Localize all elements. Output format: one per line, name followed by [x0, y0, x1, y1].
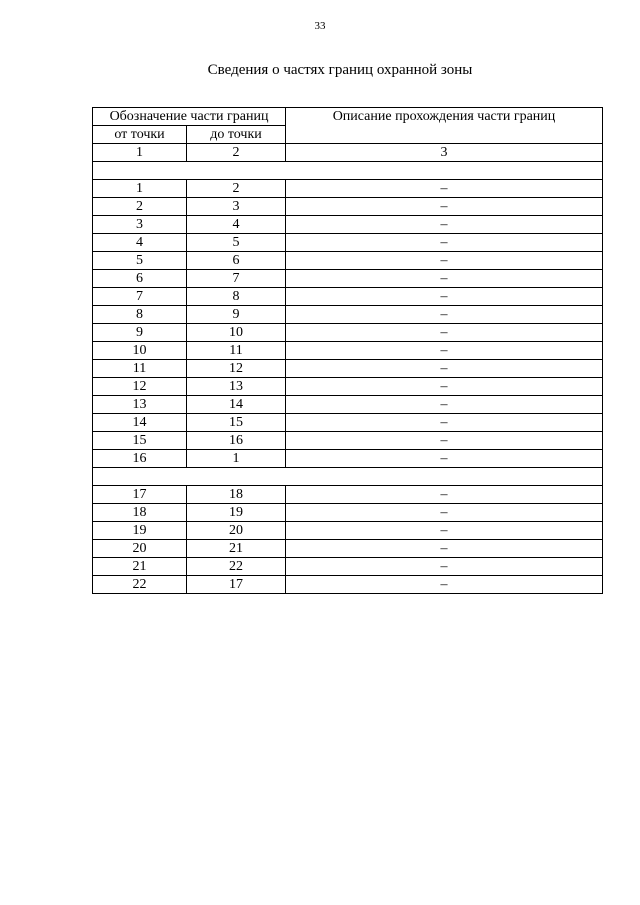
table-row	[93, 414, 603, 432]
document-title: Сведения о частях границ охранной зоны	[207, 62, 473, 78]
to-point-cell: 15	[187, 414, 286, 432]
from-point-cell: 17	[93, 486, 187, 504]
to-point-cell: 4	[187, 216, 286, 234]
table-row	[93, 216, 603, 234]
description-cell: –	[286, 450, 603, 468]
to-point-cell: 13	[187, 378, 286, 396]
from-point-cell: 10	[93, 342, 187, 360]
table-row	[93, 396, 603, 414]
table-row	[93, 360, 603, 378]
from-point-cell: 14	[93, 414, 187, 432]
from-point-cell: 6	[93, 270, 187, 288]
from-point-cell: 2	[93, 198, 187, 216]
description-cell: –	[286, 234, 603, 252]
to-point-cell: 1	[187, 450, 286, 468]
section-separator-cell	[93, 162, 603, 180]
table-row	[93, 540, 603, 558]
from-point-cell: 9	[93, 324, 187, 342]
to-point-cell: 12	[187, 360, 286, 378]
table-row	[93, 234, 603, 252]
section-separator-cell	[93, 468, 603, 486]
table-row	[93, 198, 603, 216]
to-point-cell: 21	[187, 540, 286, 558]
from-point-cell: 4	[93, 234, 187, 252]
to-point-cell: 22	[187, 558, 286, 576]
to-point-cell: 9	[187, 306, 286, 324]
to-point-cell: 10	[187, 324, 286, 342]
table-row	[93, 486, 603, 504]
table-row	[93, 288, 603, 306]
header-from-point: от точки	[93, 126, 187, 144]
from-point-cell: 13	[93, 396, 187, 414]
to-point-cell: 7	[187, 270, 286, 288]
section-separator-2	[93, 468, 603, 486]
description-cell: –	[286, 216, 603, 234]
from-point-cell: 18	[93, 504, 187, 522]
description-cell: –	[286, 180, 603, 198]
from-point-cell: 5	[93, 252, 187, 270]
table-row	[93, 252, 603, 270]
description-cell: –	[286, 288, 603, 306]
description-cell: –	[286, 414, 603, 432]
description-cell: –	[286, 486, 603, 504]
section-separator-1	[93, 162, 603, 180]
to-point-cell: 11	[187, 342, 286, 360]
from-point-cell: 16	[93, 450, 187, 468]
from-point-cell: 15	[93, 432, 187, 450]
to-point-cell: 2	[187, 180, 286, 198]
header-to-point: до точки	[187, 126, 286, 144]
table-row	[93, 504, 603, 522]
table-row	[93, 558, 603, 576]
table-row	[93, 324, 603, 342]
from-point-cell: 3	[93, 216, 187, 234]
header-row	[93, 108, 603, 126]
description-cell: –	[286, 396, 603, 414]
to-point-cell: 5	[187, 234, 286, 252]
table-row	[93, 576, 603, 594]
table-row	[93, 450, 603, 468]
description-cell: –	[286, 540, 603, 558]
table-row	[93, 378, 603, 396]
from-point-cell: 21	[93, 558, 187, 576]
to-point-cell: 3	[187, 198, 286, 216]
to-point-cell: 17	[187, 576, 286, 594]
description-cell: –	[286, 378, 603, 396]
table-row	[93, 342, 603, 360]
page-number: 33	[314, 20, 326, 32]
header-boundary-part-designation: Обозначение части границ	[93, 108, 286, 126]
column-index-1: 1	[93, 144, 187, 162]
description-cell: –	[286, 432, 603, 450]
table-row	[93, 180, 603, 198]
description-cell: –	[286, 306, 603, 324]
to-point-cell: 8	[187, 288, 286, 306]
header-description: Описание прохождения части границ	[286, 108, 603, 144]
to-point-cell: 6	[187, 252, 286, 270]
description-cell: –	[286, 360, 603, 378]
to-point-cell: 18	[187, 486, 286, 504]
column-index-2: 2	[187, 144, 286, 162]
to-point-cell: 14	[187, 396, 286, 414]
from-point-cell: 20	[93, 540, 187, 558]
description-cell: –	[286, 504, 603, 522]
column-index-3: 3	[286, 144, 603, 162]
description-cell: –	[286, 558, 603, 576]
to-point-cell: 16	[187, 432, 286, 450]
from-point-cell: 7	[93, 288, 187, 306]
description-cell: –	[286, 252, 603, 270]
column-index-row	[93, 144, 603, 162]
from-point-cell: 19	[93, 522, 187, 540]
table-row	[93, 306, 603, 324]
to-point-cell: 20	[187, 522, 286, 540]
from-point-cell: 1	[93, 180, 187, 198]
table-row	[93, 432, 603, 450]
description-cell: –	[286, 342, 603, 360]
description-cell: –	[286, 198, 603, 216]
table-row	[93, 270, 603, 288]
boundary-table	[92, 107, 603, 594]
from-point-cell: 8	[93, 306, 187, 324]
description-cell: –	[286, 270, 603, 288]
from-point-cell: 22	[93, 576, 187, 594]
description-cell: –	[286, 576, 603, 594]
table-row	[93, 522, 603, 540]
to-point-cell: 19	[187, 504, 286, 522]
from-point-cell: 11	[93, 360, 187, 378]
description-cell: –	[286, 324, 603, 342]
from-point-cell: 12	[93, 378, 187, 396]
description-cell: –	[286, 522, 603, 540]
